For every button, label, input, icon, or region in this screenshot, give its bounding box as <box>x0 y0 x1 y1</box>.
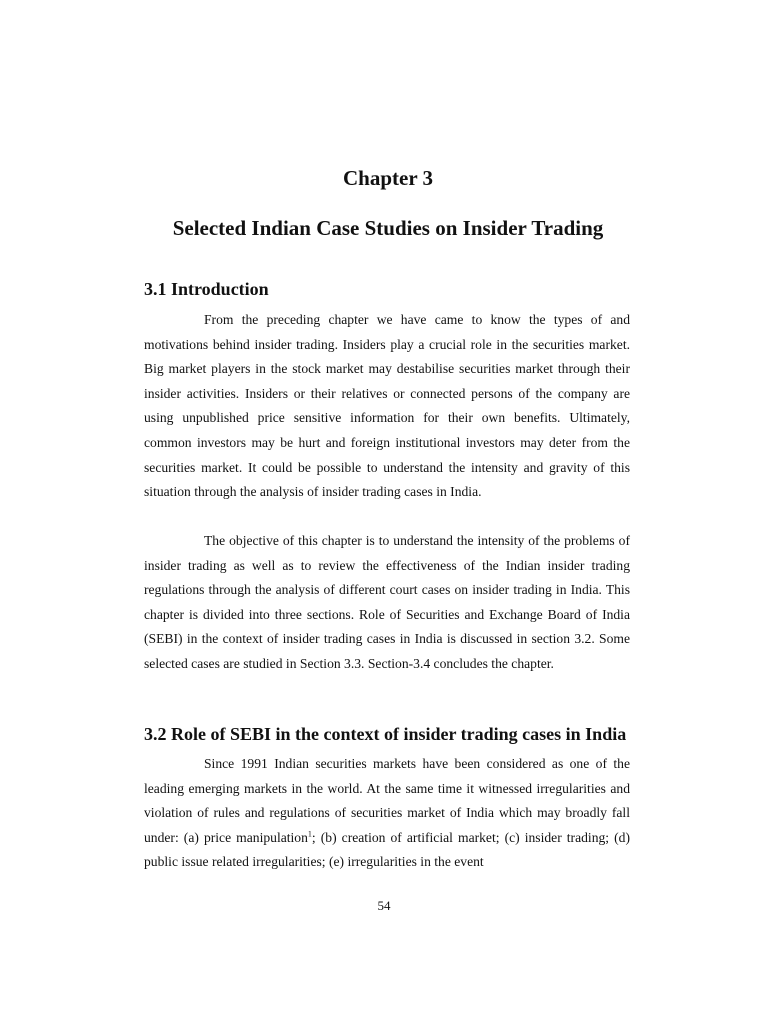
chapter-title: Selected Indian Case Studies on Insider Trading <box>172 216 604 240</box>
footnote-marker[interactable]: 1 <box>307 829 312 839</box>
introduction-paragraph-2: The objective of this chapter is to understand the intensity of the problems of insider trading as well as to review the effectiveness of the Indian insider trading regulations through the analysis of different court cases on insider trading in India. This chapter is divided into three sections. Role of Securities and Exchange Board of India (SEBI) in the context of insider trading cases in India is discussed in section 3.2. Some selected cases are studied in Section 3.3. Section-3.4 concludes the chapter. <box>144 533 630 671</box>
section-heading-introduction: 3.1 Introduction <box>144 279 269 299</box>
paragraph-text-after-footnote: ; (b) creation of artificial market; (c) insider trading; (d) public issue related irregularities; (e) irregularities in the event <box>144 829 630 870</box>
introduction-paragraph-1: From the preceding chapter we have came to know the types of and motivations behind insider trading. Insiders play a crucial role in the securities market. Big market players in the stock market may destabilise securities market through their insider activities. Insiders or their relatives or connected persons of the company are using unpublished price sensitive information for their own benefits. Ultimately, common investors may be hurt and foreign institutional investors may deter from the securities market. It could be possible to understand the intensity and gravity of this situation through the analysis of insider trading cases in India. <box>144 312 630 500</box>
page-number: 54 <box>377 898 391 913</box>
role-of-sebi-paragraph-1 <box>144 752 630 875</box>
paragraph-text-before-footnote: Since 1991 Indian securities markets have been considered as one of the leading emerging markets in the world. At the same time it witnessed irregularities and violation of rules and regulations of securities market of India which may broadly fall under: (a) price manipulation <box>144 756 630 845</box>
section-heading-role-of-sebi: 3.2 Role of SEBI in the context of insider trading cases in India <box>144 724 627 744</box>
chapter-label: Chapter 3 <box>342 166 434 190</box>
